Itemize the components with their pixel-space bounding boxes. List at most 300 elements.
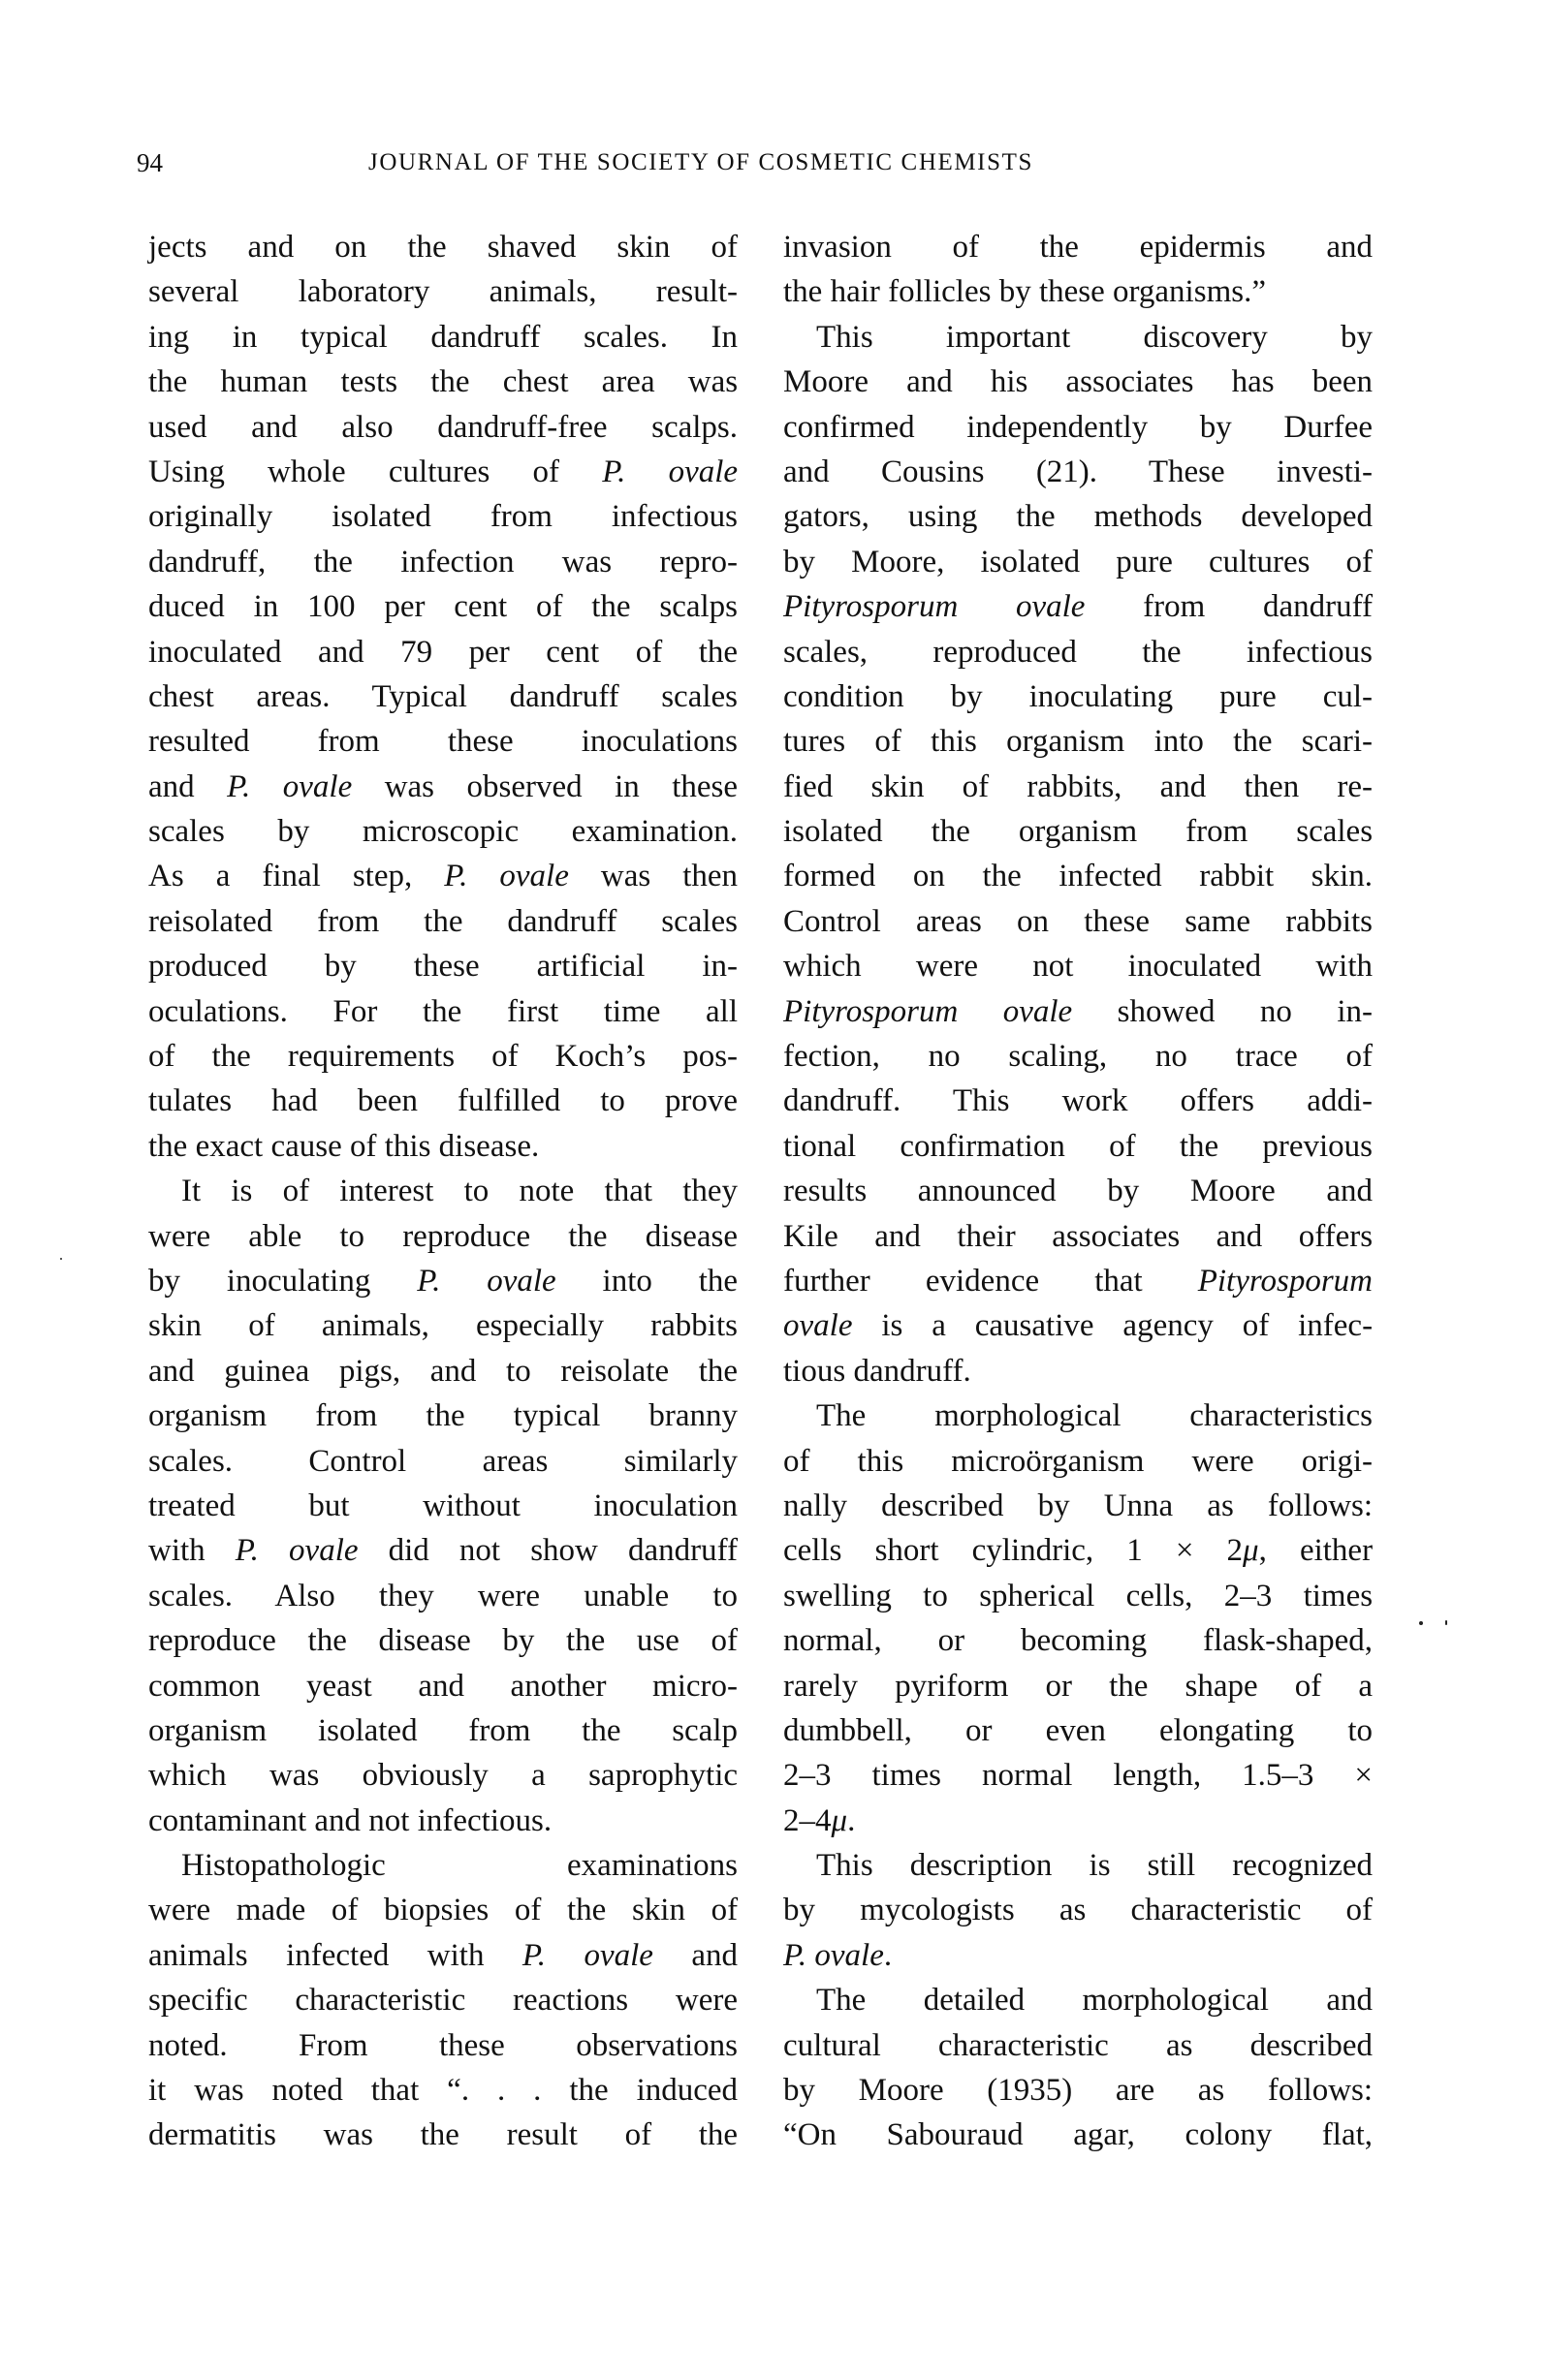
text-line xyxy=(148,1034,738,1079)
word: tious xyxy=(783,1353,846,1389)
word: produced xyxy=(148,949,268,985)
word: by xyxy=(783,544,815,579)
word: by xyxy=(1341,319,1374,355)
italic-term: μ xyxy=(831,1802,848,1838)
word: his xyxy=(990,364,1028,400)
word: dandruff xyxy=(1262,589,1373,625)
word: especially xyxy=(476,1308,604,1344)
text-line xyxy=(148,765,738,809)
text-line xyxy=(148,1349,738,1394)
word: were xyxy=(915,949,979,985)
word: microscopic xyxy=(362,814,520,850)
word: these xyxy=(438,2027,505,2063)
word: oculations. xyxy=(148,993,288,1029)
text-line xyxy=(148,809,738,854)
word: scales xyxy=(148,814,225,850)
word: showed xyxy=(1117,993,1216,1029)
word: inoculations xyxy=(581,724,739,760)
word: . xyxy=(883,1937,893,1973)
word: examination. xyxy=(571,814,738,850)
text-line xyxy=(783,944,1373,988)
word: infection xyxy=(400,544,515,579)
word: condition xyxy=(783,678,904,714)
text-line xyxy=(148,854,738,898)
word: disease xyxy=(645,1218,739,1254)
word: and xyxy=(1326,230,1374,265)
word: a xyxy=(531,1758,546,1794)
word: description xyxy=(909,1848,1053,1884)
word: inoculating xyxy=(1028,678,1174,714)
word: and xyxy=(1216,1218,1263,1254)
word: discovery xyxy=(1143,319,1268,355)
word: of xyxy=(1242,1308,1270,1344)
word: shape xyxy=(1185,1668,1258,1704)
word: The xyxy=(816,1983,867,2019)
word: short xyxy=(874,1533,939,1569)
text-line xyxy=(783,989,1373,1034)
word: is xyxy=(1089,1848,1111,1884)
word: obviously xyxy=(362,1758,489,1794)
word: or xyxy=(964,1712,993,1748)
scan-speck xyxy=(1445,1620,1447,1625)
text-line xyxy=(148,405,738,450)
word: were xyxy=(1191,1443,1254,1479)
word: . xyxy=(533,2073,542,2109)
text-line xyxy=(148,360,738,404)
text-line xyxy=(148,540,738,584)
word: a xyxy=(932,1308,946,1344)
word: the xyxy=(569,2073,609,2109)
word: follows: xyxy=(1267,1488,1374,1523)
word: and xyxy=(148,768,195,804)
word: characteristic xyxy=(937,2027,1109,2063)
word: of xyxy=(349,1128,377,1164)
word: laboratory xyxy=(298,274,430,310)
word: of xyxy=(535,589,563,625)
word: Histopathologic xyxy=(181,1848,386,1884)
word: the xyxy=(1179,1128,1219,1164)
word: interest xyxy=(339,1174,434,1209)
word: to xyxy=(339,1218,365,1254)
word: even xyxy=(1045,1712,1106,1748)
word: had xyxy=(271,1083,318,1119)
word: characteristic xyxy=(295,1983,466,2019)
word: or xyxy=(1045,1668,1072,1704)
word: pure xyxy=(1219,678,1277,714)
word: the xyxy=(582,1712,621,1748)
word: infectious xyxy=(611,499,739,535)
word: Cousins xyxy=(881,454,985,489)
text-line xyxy=(783,719,1373,764)
journal-title: JOURNAL OF THE SOCIETY OF COSMETIC CHEMISTS xyxy=(368,149,1033,175)
word: This xyxy=(816,319,873,355)
text-line xyxy=(783,1753,1373,1798)
word: and xyxy=(906,364,953,400)
word: shaved xyxy=(487,230,577,265)
word: skin xyxy=(870,768,925,804)
word: normal, xyxy=(783,1623,882,1659)
text-line xyxy=(783,1888,1373,1932)
word: observed xyxy=(466,768,583,804)
word: the xyxy=(568,1218,608,1254)
word: and xyxy=(783,454,830,489)
word: without xyxy=(423,1488,521,1523)
word: the xyxy=(307,1623,347,1659)
word: agency xyxy=(1122,1308,1214,1344)
word: was xyxy=(561,544,613,579)
word: saprophytic xyxy=(588,1758,739,1794)
text-line xyxy=(783,2023,1373,2068)
word: of xyxy=(1345,544,1374,579)
word: gators, xyxy=(783,499,869,535)
word: same xyxy=(1185,903,1250,939)
text-line xyxy=(148,719,738,764)
word: rabbits xyxy=(650,1308,738,1344)
word: specific xyxy=(148,1983,248,2019)
word: into xyxy=(1153,724,1204,760)
word: characteristics xyxy=(1189,1398,1373,1434)
word: by xyxy=(1199,409,1232,445)
word: examinations xyxy=(567,1848,738,1884)
word: skin. xyxy=(1311,859,1374,894)
word: rarely xyxy=(783,1668,858,1704)
word: guinea xyxy=(224,1353,310,1389)
word: in xyxy=(232,319,258,355)
word: chest xyxy=(502,364,569,400)
word: 1 xyxy=(1126,1533,1143,1569)
word: Sabouraud xyxy=(886,2117,1024,2153)
word: the xyxy=(565,1623,606,1659)
text-line xyxy=(148,989,738,1034)
running-header xyxy=(0,145,1548,184)
word: cultures xyxy=(388,454,490,489)
word: pos- xyxy=(682,1039,739,1075)
text-line xyxy=(783,269,1373,314)
word: trace xyxy=(1235,1039,1298,1075)
text-line xyxy=(783,1259,1373,1303)
word: not xyxy=(1032,949,1074,985)
italic-term: P. xyxy=(444,859,468,894)
word: isolated xyxy=(317,1712,418,1748)
scan-speck xyxy=(60,1258,62,1260)
word: or xyxy=(937,1623,965,1659)
word: times xyxy=(871,1758,941,1794)
word: these xyxy=(672,768,739,804)
word: “On xyxy=(783,2117,837,2153)
text-line xyxy=(148,1124,738,1169)
word: cells, xyxy=(1125,1578,1193,1613)
word: the xyxy=(423,993,462,1029)
text-line xyxy=(783,1394,1373,1438)
italic-term: ovale xyxy=(289,1533,359,1569)
word: described xyxy=(881,1488,1004,1523)
word: all xyxy=(706,993,739,1029)
word: not xyxy=(458,1533,501,1569)
word: show xyxy=(530,1533,598,1569)
word: organisms.” xyxy=(1113,274,1266,310)
word: contaminant xyxy=(148,1802,307,1838)
word: skin xyxy=(631,1893,685,1928)
word: of xyxy=(624,2117,652,2153)
word: in- xyxy=(1337,993,1373,1029)
word: these xyxy=(447,724,514,760)
word: infectious. xyxy=(417,1802,553,1838)
scan-speck xyxy=(1419,1621,1423,1625)
word: that xyxy=(604,1174,653,1209)
word: which xyxy=(148,1758,227,1794)
word: by xyxy=(148,1263,180,1299)
italic-term: ovale xyxy=(584,1937,653,1973)
italic-term: ovale xyxy=(282,768,353,804)
word: of xyxy=(148,1039,175,1075)
word: skin xyxy=(616,230,671,265)
word: the xyxy=(931,814,970,850)
word: morphological xyxy=(1082,1983,1269,2019)
word: tures xyxy=(783,724,846,760)
text-line xyxy=(148,584,738,629)
word: the xyxy=(407,230,447,265)
word: Also xyxy=(274,1578,335,1613)
word: the xyxy=(424,903,463,939)
text-line xyxy=(783,2068,1373,2113)
word: chest xyxy=(148,678,214,714)
text-line xyxy=(148,1439,738,1484)
word: detailed xyxy=(923,1983,1026,2019)
word: isolated xyxy=(332,499,431,535)
word: rabbits, xyxy=(1027,768,1122,804)
word: with xyxy=(426,1937,485,1973)
word: As xyxy=(148,859,184,894)
word: areas. xyxy=(256,678,331,714)
word: yeast xyxy=(306,1668,372,1704)
word: jects xyxy=(148,230,207,265)
word: “. xyxy=(447,2073,470,2109)
word: by xyxy=(998,274,1031,310)
word: inoculating xyxy=(226,1263,371,1299)
word: as xyxy=(1165,2027,1193,2063)
word: dandruff. xyxy=(783,1083,901,1119)
word: final xyxy=(262,859,321,894)
word: to xyxy=(1347,1712,1373,1748)
text-line xyxy=(148,1933,738,1978)
word: The xyxy=(816,1398,867,1434)
right-column xyxy=(783,225,1373,2158)
word: announced xyxy=(917,1174,1057,1209)
word: is xyxy=(881,1308,903,1344)
word: from xyxy=(490,499,553,535)
word: of xyxy=(711,1893,739,1928)
word: , xyxy=(1258,1533,1267,1569)
word: was xyxy=(194,2073,244,2109)
word: pure xyxy=(1116,544,1173,579)
text-line xyxy=(148,1574,738,1618)
word: For xyxy=(332,993,378,1029)
word: further xyxy=(783,1263,870,1299)
word: the xyxy=(698,634,739,670)
word: the xyxy=(698,1353,739,1389)
word: 2–4 xyxy=(783,1802,832,1838)
word: This xyxy=(952,1083,1010,1119)
word: developed xyxy=(1241,499,1373,535)
word: the xyxy=(591,589,631,625)
text-line xyxy=(783,630,1373,674)
word: microörganism xyxy=(951,1443,1145,1479)
text-line xyxy=(783,1933,1373,1978)
word: that xyxy=(370,2073,420,2109)
word: of xyxy=(1345,1893,1374,1928)
italic-term: ovale xyxy=(814,1937,884,1973)
word: by xyxy=(783,1893,815,1928)
word: time xyxy=(603,993,661,1029)
word: not xyxy=(368,1802,410,1838)
word: skin xyxy=(148,1308,203,1344)
word: of xyxy=(491,1039,519,1075)
word: scales xyxy=(1296,814,1374,850)
word: is xyxy=(231,1174,253,1209)
word: associates xyxy=(1052,1218,1181,1254)
word: times xyxy=(1303,1578,1374,1613)
word: swelling xyxy=(783,1578,892,1613)
word: either xyxy=(1299,1533,1374,1569)
word: offers xyxy=(1298,1218,1374,1254)
word: per xyxy=(468,634,510,670)
word: prove xyxy=(664,1083,738,1119)
text-line xyxy=(783,494,1373,539)
word: by xyxy=(1107,1174,1140,1209)
text-line xyxy=(783,809,1373,854)
word: animals, xyxy=(489,274,597,310)
word: 1.5–3 xyxy=(1242,1758,1314,1794)
word: Kile xyxy=(783,1218,838,1254)
word: of xyxy=(962,768,990,804)
text-line xyxy=(783,1574,1373,1618)
word: disease xyxy=(378,1623,471,1659)
word: Typical xyxy=(371,678,467,714)
word: recognized xyxy=(1232,1848,1374,1884)
text-line xyxy=(783,854,1373,898)
word: and xyxy=(418,1668,465,1704)
word: invasion xyxy=(783,230,892,265)
word: on xyxy=(1017,903,1049,939)
italic-term: ovale xyxy=(1015,589,1086,625)
word: hair xyxy=(830,274,880,310)
word: noted. xyxy=(148,2027,228,2063)
word: scaling, xyxy=(1008,1039,1108,1075)
word: inoculated xyxy=(148,634,282,670)
word: cent xyxy=(546,634,600,670)
text-line xyxy=(783,1079,1373,1123)
word: from xyxy=(1143,589,1206,625)
word: scari- xyxy=(1301,724,1374,760)
word: and xyxy=(1326,1174,1374,1209)
word: of xyxy=(1345,1039,1374,1075)
word: were xyxy=(148,1218,211,1254)
word: they xyxy=(682,1174,739,1209)
word: Durfee xyxy=(1283,409,1373,445)
text-line xyxy=(148,1303,738,1348)
word: methods xyxy=(1093,499,1203,535)
word: previous xyxy=(1262,1128,1374,1164)
word: on xyxy=(334,230,367,265)
word: typical xyxy=(300,319,388,355)
word: and xyxy=(314,1802,362,1838)
italic-term: ovale xyxy=(487,1263,556,1299)
word: of xyxy=(874,724,901,760)
word: no xyxy=(1259,993,1292,1029)
word: the xyxy=(698,2117,739,2153)
word: . xyxy=(497,2073,506,2109)
word: also xyxy=(341,409,394,445)
word: of xyxy=(282,1174,310,1209)
word: fulfilled xyxy=(457,1083,561,1119)
italic-term: P. xyxy=(783,1937,807,1973)
text-line xyxy=(783,1034,1373,1079)
word: These xyxy=(1148,454,1225,489)
text-line xyxy=(148,2023,738,2068)
word: which xyxy=(783,949,862,985)
word: pyriform xyxy=(895,1668,1009,1704)
word: induced xyxy=(636,2073,739,2109)
word: from xyxy=(468,1712,531,1748)
word: used xyxy=(148,409,207,445)
text-line xyxy=(783,1214,1373,1259)
text-line xyxy=(148,494,738,539)
italic-term: ovale xyxy=(783,1308,853,1344)
word: This xyxy=(816,1848,873,1884)
word: dandruff, xyxy=(148,544,267,579)
word: cent xyxy=(454,589,508,625)
word: infected xyxy=(286,1937,390,1973)
word: inoculation xyxy=(593,1488,738,1523)
text-line xyxy=(148,1888,738,1932)
word: as xyxy=(1058,1893,1087,1928)
word: these xyxy=(1038,274,1105,310)
word: from xyxy=(317,724,380,760)
text-line xyxy=(783,1484,1373,1528)
word: artificial xyxy=(536,949,646,985)
text-line xyxy=(148,1753,738,1798)
word: Using xyxy=(148,454,225,489)
word: reisolated xyxy=(148,903,273,939)
word: their xyxy=(957,1218,1016,1254)
word: From xyxy=(299,2027,368,2063)
word: organism xyxy=(148,1712,268,1748)
word: scales xyxy=(661,678,738,714)
word: and xyxy=(1326,1983,1374,2019)
word: to xyxy=(712,1578,739,1613)
text-line xyxy=(148,1528,738,1573)
word: scalps xyxy=(659,589,739,625)
italic-term: P. xyxy=(227,768,251,804)
text-line xyxy=(148,630,738,674)
text-line xyxy=(148,1664,738,1708)
word: origi- xyxy=(1301,1443,1374,1479)
word: these xyxy=(1084,903,1150,939)
text-line xyxy=(783,1439,1373,1484)
word: reproduced xyxy=(932,634,1077,670)
word: of xyxy=(532,454,560,489)
word: the xyxy=(430,364,470,400)
word: the xyxy=(698,1263,739,1299)
word: of xyxy=(711,1623,739,1659)
word: of xyxy=(635,634,663,670)
italic-term: Pityrosporum xyxy=(783,993,959,1029)
page-number: 94 xyxy=(137,148,163,177)
word: duced xyxy=(148,589,225,625)
word: by xyxy=(783,2073,815,2109)
word: dermatitis xyxy=(148,2117,276,2153)
word: by xyxy=(502,1623,535,1659)
